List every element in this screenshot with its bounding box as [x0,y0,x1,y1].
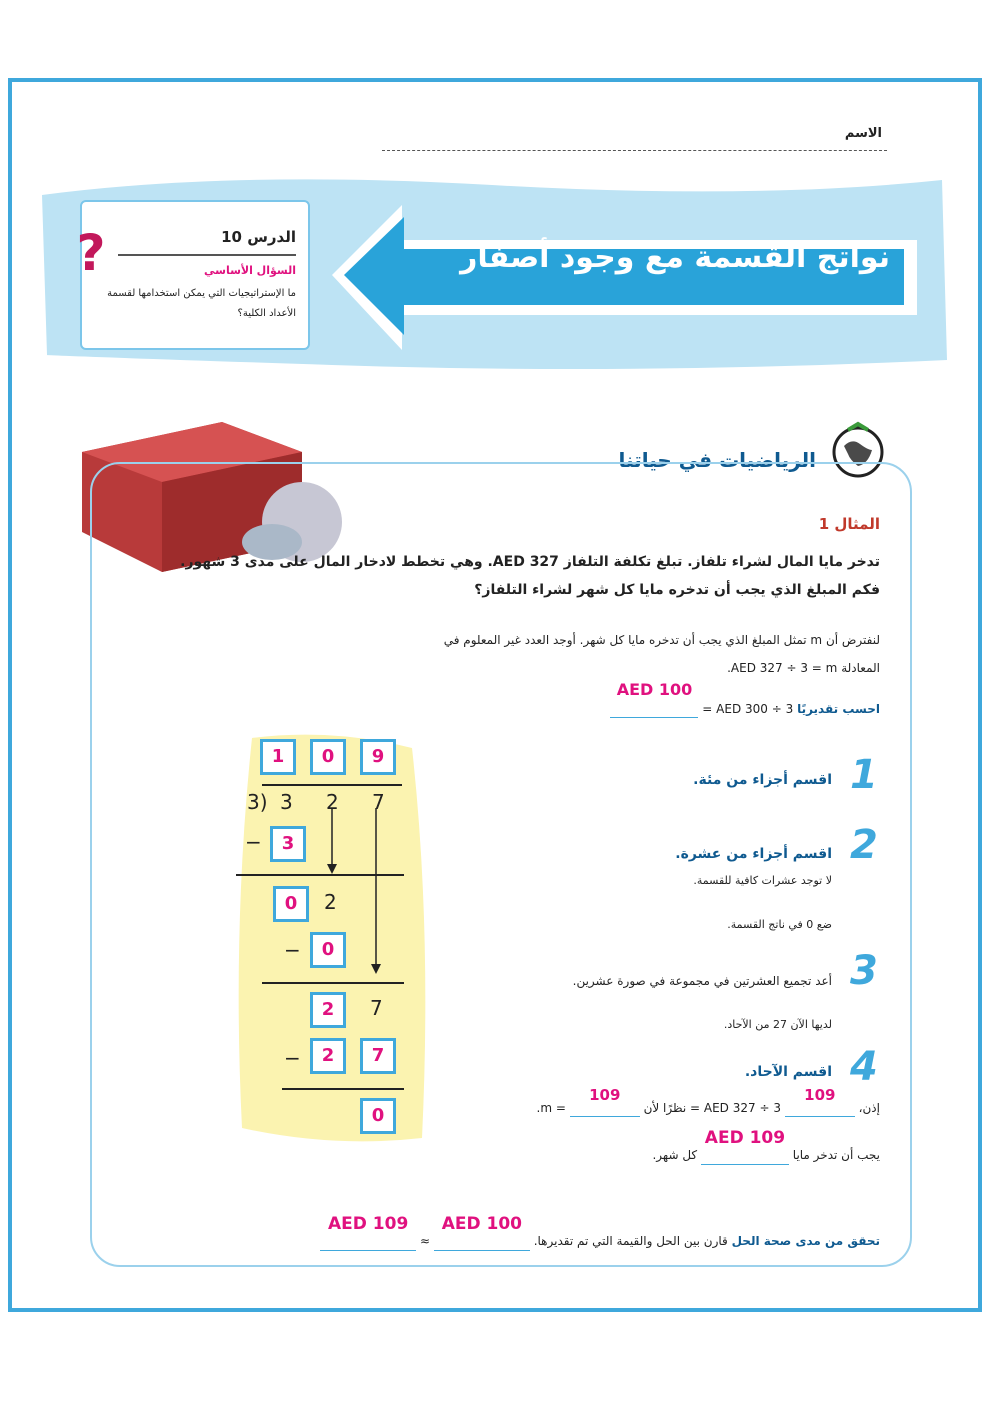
step-3-title: أعد تجميع العشرتين في مجموعة في صورة عشرين. [572,974,832,988]
estimate-answer: AED 100 [616,680,693,699]
essential-question-title: السؤال الأساسي [204,264,296,277]
dividend-ones: 7 [372,790,385,814]
step-2-note-2: ضع 0 في ناتج القسمة. [727,918,832,931]
conclusion-middle: نظرًا لأن [643,1101,687,1115]
conclusion-suffix: = m. [536,1101,566,1115]
row3-digit: 7 [370,996,383,1020]
name-field-line[interactable] [382,150,887,151]
subtract-line-1 [236,874,404,876]
check-answer-right: AED 100 [441,1214,523,1234]
dividend-hundreds: 3 [280,790,293,814]
step-4-number: 4 [850,1044,878,1090]
row2-box[interactable]: 0 [273,886,309,922]
name-label: الاسم [844,126,882,141]
subtract-box-2[interactable]: 0 [310,932,346,968]
step-3-note-1: لديها الآن 27 من الآحاد. [723,1018,832,1031]
conclusion-prefix: إذن، [858,1101,880,1115]
estimate-row [610,680,880,718]
subtract-line-2 [262,982,404,984]
estimate-expression: AED 300 ÷ 3 = [702,702,794,716]
conclusion-answer-3: AED 109 [704,1128,786,1148]
minus-sign-1: − [245,830,262,854]
estimate-answer-field[interactable] [610,680,698,718]
quotient-hundreds-box[interactable]: 1 [260,739,296,775]
check-symbol: ≈ [419,1234,431,1248]
essential-question: ما الإستراتيجيات التي يمكن استخدامها لقسمة الأعداد الكلية؟ [107,288,296,319]
step-2-number: 2 [850,822,878,868]
row3-box[interactable]: 2 [310,992,346,1028]
step-4-title: اقسم الآحاد. [744,1064,832,1080]
step-1-number: 1 [850,752,878,798]
step-2-note-1: لا توجد عشرات كافية للقسمة. [693,874,832,887]
subtract-line-3 [282,1088,404,1090]
division-bracket-line [262,784,402,786]
step-1-title: اقسم أجزاء من مئة. [693,772,832,788]
conclusion-line-2 [652,1128,880,1165]
check-right-field[interactable] [434,1214,530,1251]
divisor: 3) [247,790,268,814]
svg-text:?: ? [76,224,106,278]
check-answer-left: AED 109 [328,1214,409,1234]
conclusion-line-1 [536,1086,880,1117]
step-3-number: 3 [850,948,878,994]
minus-sign-2: − [284,938,301,962]
example-title: المثال 1 [818,515,880,533]
quotient-ones-box[interactable]: 9 [360,739,396,775]
estimate-label: احسب تقديريًا [797,702,880,716]
conclusion-line2-suffix: كل شهر. [652,1148,698,1162]
question-mark-icon [66,222,116,278]
check-row [320,1214,880,1251]
lesson-label: الدرس 10 [221,228,296,246]
conclusion-answer-3-field[interactable] [701,1128,789,1165]
subtract-box-3b[interactable]: 7 [360,1038,396,1074]
check-left-field[interactable] [320,1214,416,1251]
let-line-2: المعادلة AED 327 ÷ 3 = m. [727,661,880,675]
lesson-rule [118,254,296,256]
conclusion-expr: AED 327 ÷ 3 = [690,1101,781,1115]
step-2-title: اقسم أجزاء من عشرة. [675,846,832,862]
conclusion-line2-prefix: يجب أن تدخر مايا [792,1148,880,1162]
check-text: قارن بين الحل والقيمة التي تم تقديرها. [533,1234,728,1248]
check-label: تحقق من مدى صحة الحل [731,1234,880,1248]
dividend-tens: 2 [326,790,339,814]
subtract-box-1[interactable]: 3 [270,826,306,862]
let-line-1: لنفترض أن m تمثل المبلغ الذي يجب أن تدخره مايا كل شهر. أوجد العدد غير المعلوم في [443,633,880,647]
let-statement [170,626,880,682]
conclusion-answer-1-field[interactable] [785,1086,855,1117]
conclusion-answer-2: 109 [589,1086,621,1104]
section-title: الرياضيات في حياتنا [618,448,816,472]
row2-digit: 2 [324,890,337,914]
minus-sign-3: − [284,1046,301,1070]
subtract-box-3a[interactable]: 2 [310,1038,346,1074]
lesson-title: نواتج القسمة مع وجود أصفار [460,240,890,275]
remainder-box[interactable]: 0 [360,1098,396,1134]
example-problem: تدخر مايا المال لشراء تلفاز. تبلغ تكلفة التلفاز AED 327. وهي تخطط لادخار المال على مدى 3 شهور. فكم المبلغ الذي يجب أن تدخره مايا كل شهر لشراء التلفاز؟ [180,554,880,598]
conclusion-answer-1: 109 [804,1086,836,1104]
quotient-tens-box[interactable]: 0 [310,739,346,775]
conclusion-answer-2-field[interactable] [570,1086,640,1117]
